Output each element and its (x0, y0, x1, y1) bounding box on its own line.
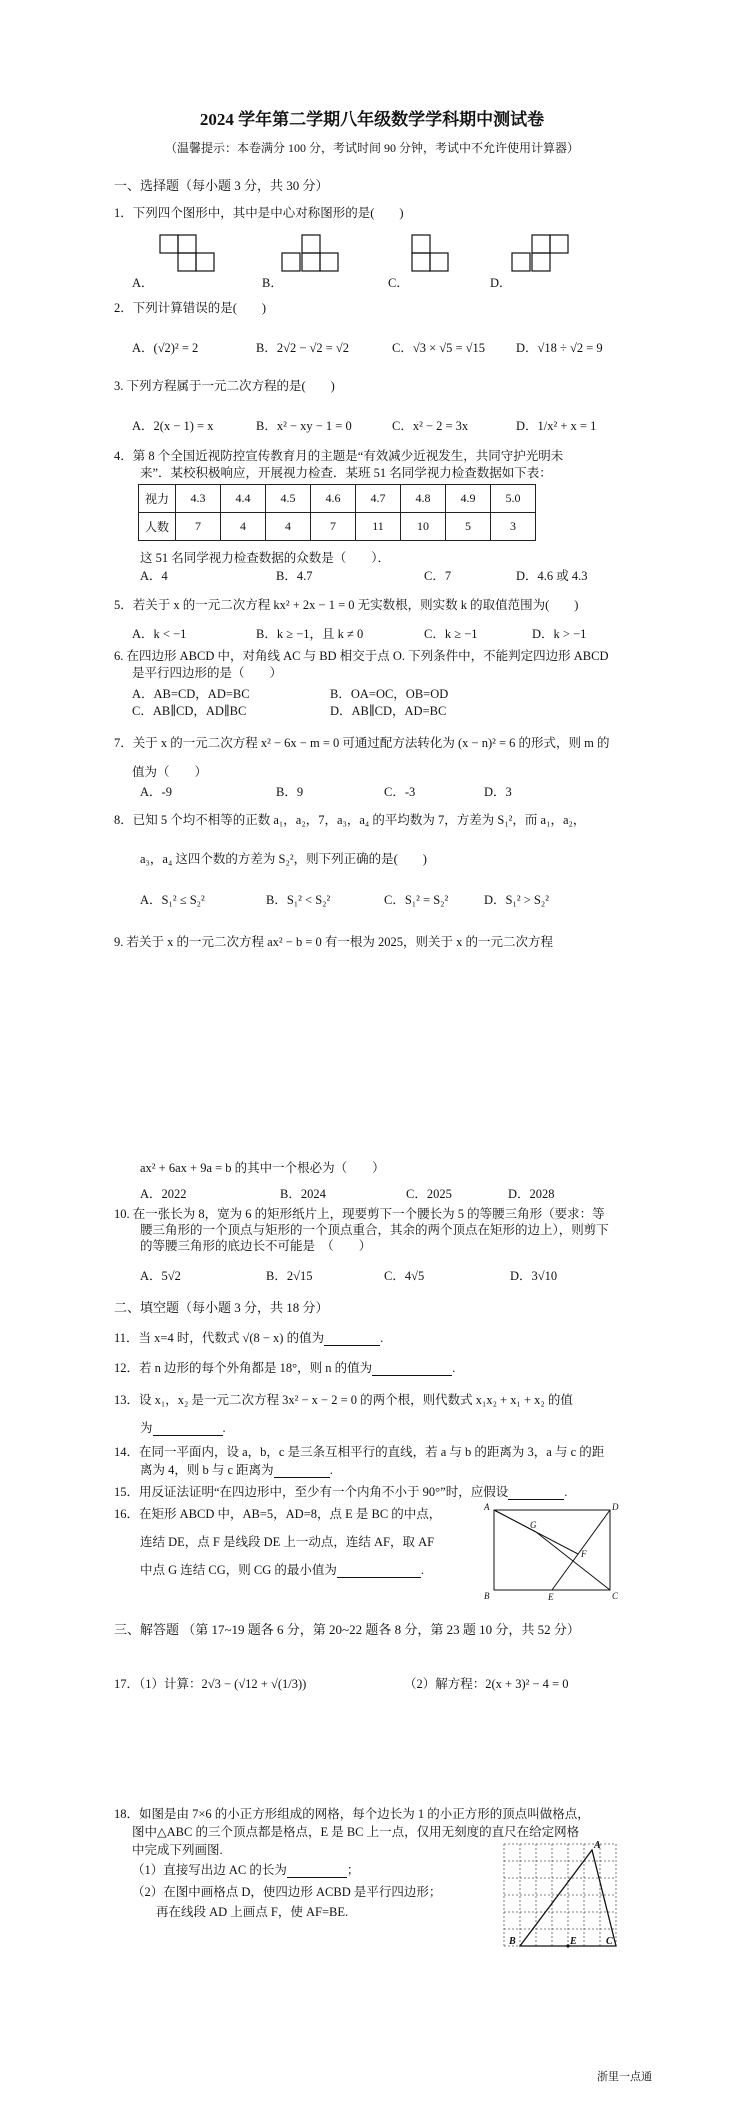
q4-stem-line1: 4．第 8 个全国近视防控宣传教育月的主题是“有效减少近视发生，共同守护光明未 (114, 449, 564, 463)
q17-part1: 17．（1）计算：2√3 − (√12 + √(1/3)) (114, 1677, 307, 1691)
q1-figure-c (410, 233, 456, 277)
q18-line1: 18．如图是由 7×6 的小正方形组成的网格，每个边长为 1 的小正方形的顶点叫做格点， (114, 1807, 590, 1821)
q1-label-d: D． (490, 276, 512, 290)
q12-end: . (452, 1361, 456, 1375)
q16-line3 (140, 1562, 424, 1578)
table-cell: 3 (491, 513, 536, 541)
table-cell: 10 (401, 513, 446, 541)
q4-table-row-count (139, 513, 536, 541)
q1-label-a: A． (132, 276, 154, 290)
q3-option-c: C．x² − 2 = 3x (392, 419, 469, 433)
q15-line (114, 1484, 567, 1500)
q15-end: . (564, 1485, 568, 1499)
q16-line3-prefix: 中点 G 连结 CG，则 CG 的最小值为 (140, 1563, 337, 1577)
q4-option-d: D．4.6 或 4.3 (516, 569, 588, 583)
q13-end: . (222, 1421, 226, 1435)
q16-label-e: E (548, 1592, 554, 1602)
footer-brand: 浙里一点通 (597, 2071, 652, 2083)
q8-option-b: B．S₁² < S₂² (266, 893, 331, 907)
q14-line2-prefix: 离为 4，则 b 与 c 距离为 (140, 1463, 274, 1477)
q16-label-f: F (581, 1549, 587, 1559)
q9-option-c: C．2025 (406, 1187, 452, 1201)
q12-line (114, 1360, 455, 1376)
q16-answer-blank[interactable] (337, 1565, 421, 1578)
table-cell: 5 (446, 513, 491, 541)
q1-figure-d (510, 233, 572, 277)
q15-text: 15．用反证法证明“在四边形中，至少有一个内角不小于 90°”时，应假设 (114, 1485, 509, 1499)
q1-figure-a (158, 233, 218, 277)
q18-line3: 中完成下列画图. (132, 1843, 223, 1857)
q10-option-d: D．3√10 (510, 1269, 558, 1283)
q18-line2: 图中△ABC 的三个顶点都是格点，E 是 BC 上一点，仅用无刻度的直尺在给定网格 (132, 1825, 580, 1839)
q14-line2 (140, 1462, 333, 1478)
q16-end: . (420, 1563, 425, 1577)
q9-option-a: A．2022 (140, 1187, 187, 1201)
q7-stem-line2: 值为（ ） (132, 765, 208, 779)
table-cell: 4.4 (221, 485, 266, 513)
q10-option-a: A．5√2 (140, 1269, 181, 1283)
q4-question: 这 51 名同学视力检查数据的众数是（ ）． (140, 551, 391, 565)
q8-stem-line1: 8．已知 5 个均不相等的正数 a₁，a₂，7，a₃，a₄ 的平均数为 7，方差为 S₁²，而 a₁，a₂， (114, 813, 586, 827)
q11-answer-blank[interactable] (324, 1333, 380, 1346)
q2-option-b: B．2√2 − √2 = √2 (256, 341, 350, 355)
q16-line2: 连结 DE，点 F 是线段 DE 上一动点，连结 AF，取 AF (140, 1535, 435, 1549)
q14-answer-blank[interactable] (274, 1465, 330, 1478)
q13-line1: 13．设 x₁，x₂ 是一元二次方程 3x² − x − 2 = 0 的两个根，则代数式 x₁x₂ + x₁ + x₂ 的值 (114, 1393, 573, 1407)
q18-answer-blank[interactable] (287, 1865, 347, 1878)
q10-option-b: B．2√15 (266, 1269, 313, 1283)
q18-sub2-line1: （2）在图中画格点 D，使四边形 ACBD 是平行四边形； (132, 1885, 442, 1899)
table-cell: 4.8 (401, 485, 446, 513)
q7-stem-line1: 7．关于 x 的一元二次方程 x² − 6x − m = 0 可通过配方法转化为 (x − n)² = 6 的形式，则 m 的 (114, 736, 610, 750)
q7-option-a: A．-9 (140, 785, 172, 799)
table-cell: 11 (356, 513, 401, 541)
q4-vision-table (138, 484, 536, 541)
q18-grid-figure (494, 1836, 630, 1956)
q13-line2-prefix: 为 (140, 1421, 153, 1435)
table-cell: 4.7 (356, 485, 401, 513)
q12-answer-blank[interactable] (372, 1363, 452, 1376)
q6-option-a: A．AB=CD，AD=BC (132, 687, 250, 701)
exam-note: （温馨提示：本卷满分 100 分，考试时间 90 分钟，考试中不允许使用计算器） (164, 141, 579, 155)
q10-stem-line3: 的等腰三角形的底边长不可能是 （ ） (140, 1239, 372, 1253)
q3-option-a: A．2(x − 1) = x (132, 419, 214, 433)
q1-label-b: B． (262, 276, 283, 290)
q5-option-d: D．k > −1 (532, 627, 587, 641)
table-cell: 5.0 (491, 485, 536, 513)
q14-end: . (329, 1463, 333, 1477)
section-3-heading: 三、解答题 （第 17~19 题各 6 分，第 20~22 题各 8 分，第 23 题 10 分，共 52 分） (114, 1622, 580, 1637)
section-2-heading: 二、填空题（每小题 3 分，共 18 分） (114, 1300, 329, 1315)
q13-line2 (140, 1420, 226, 1436)
q2-option-d: D．√18 ÷ √2 = 9 (516, 341, 603, 355)
q2-option-a: A．(√2)² = 2 (132, 341, 199, 355)
q6-option-d: D．AB∥CD，AD=BC (330, 704, 447, 718)
q2-stem: 2．下列计算错误的是( ) (114, 301, 267, 315)
q16-rect-abcd (494, 1510, 610, 1590)
q11-text: 11．当 x=4 时，代数式 √(8 − x) 的值为 (114, 1331, 325, 1345)
table-cell: 7 (176, 513, 221, 541)
table-cell: 视力 (139, 485, 176, 513)
table-cell: 4 (221, 513, 266, 541)
q4-option-a: A．4 (140, 569, 168, 583)
q4-stem-line2: 来”．某校积极响应，开展视力检查．某班 51 名同学视力检查数据如下表： (140, 466, 552, 480)
q16-label-b: B (484, 1591, 490, 1601)
q3-option-b: B．x² − xy − 1 = 0 (256, 419, 352, 433)
q1-figure-b (280, 233, 342, 277)
q18-sub1-end: ； (346, 1863, 360, 1877)
q6-stem-line1: 6. 在四边形 ABCD 中，对角线 AC 与 BD 相交于点 O. 下列条件中，不能判定四边形 ABCD (114, 649, 609, 663)
q18-sub1-prefix: （1）直接写出边 AC 的长为 (132, 1863, 287, 1877)
table-cell: 4.6 (311, 485, 356, 513)
q8-option-a: A．S₁² ≤ S₂² (140, 893, 205, 907)
q16-line-cg (536, 1532, 610, 1590)
q16-line1: 16．在矩形 ABCD 中，AB=5，AD=8，点 E 是 BC 的中点， (114, 1507, 442, 1521)
q3-option-d: D．1/x² + x = 1 (516, 419, 597, 433)
q5-option-c: C．k ≥ −1 (424, 627, 478, 641)
table-cell: 人数 (139, 513, 176, 541)
q3-stem: 3. 下列方程属于一元二次方程的是( ) (114, 379, 335, 393)
q17-part2: （2）解方程：2(x + 3)² − 4 = 0 (404, 1677, 569, 1691)
q7-option-c: C．-3 (384, 785, 416, 799)
q18-grid-lines (504, 1844, 616, 1946)
q8-option-d: D．S₁² > S₂² (484, 893, 549, 907)
q5-option-a: A．k < −1 (132, 627, 187, 641)
q9-stem-line2: ax² + 6ax + 9a = b 的其中一个根必为（ ） (140, 1161, 385, 1175)
q13-answer-blank[interactable] (153, 1423, 223, 1436)
q9-stem-line1: 9. 若关于 x 的一元二次方程 ax² − b = 0 有一根为 2025，则关于 x 的一元二次方程 (114, 935, 554, 949)
q8-stem-line2: a₃，a₄ 这四个数的方差为 S₂²，则下列正确的是( ) (140, 852, 427, 866)
q6-option-b: B．OA=OC，OB=OD (330, 687, 449, 701)
section-1-heading: 一、选择题（每小题 3 分，共 30 分） (114, 178, 329, 193)
q16-label-c: C (612, 1591, 619, 1601)
q7-option-b: B．9 (276, 785, 304, 799)
q18-label-e: E (570, 1936, 577, 1947)
q14-line1: 14．在同一平面内，设 a，b，c 是三条互相平行的直线，若 a 与 b 的距离为 3，a 与 c 的距 (114, 1445, 605, 1459)
table-cell: 4.3 (176, 485, 221, 513)
q6-option-c: C．AB∥CD，AD∥BC (132, 704, 247, 718)
table-cell: 4.9 (446, 485, 491, 513)
q18-sub1 (132, 1862, 359, 1878)
q4-table-row-vision (139, 485, 536, 513)
q18-label-c: C (606, 1936, 613, 1947)
q4-option-c: C．7 (424, 569, 452, 583)
q9-option-d: D．2028 (508, 1187, 555, 1201)
q5-stem: 5．若关于 x 的一元二次方程 kx² + 2x − 1 = 0 无实数根，则实数 k 的取值范围为( ) (114, 598, 579, 612)
q5-option-b: B．k ≥ −1，且 k ≠ 0 (256, 627, 364, 641)
q2-option-c: C．√3 × √5 = √15 (392, 341, 486, 355)
table-cell: 4.5 (266, 485, 311, 513)
q8-option-c: C．S₁² = S₂² (384, 893, 449, 907)
q9-option-b: B．2024 (280, 1187, 326, 1201)
table-cell: 7 (311, 513, 356, 541)
table-cell: 4 (266, 513, 311, 541)
q7-option-d: D．3 (484, 785, 512, 799)
q10-stem-line1: 10. 在一张长为 8，宽为 6 的矩形纸片上，现要剪下一个腰长为 5 的等腰三角形（要求：等 (114, 1207, 605, 1221)
q10-stem-line2: 腰三角形的一个顶点与矩形的一个顶点重合，其余的两个顶点在矩形的边上），则剪下 (140, 1223, 609, 1237)
q11-end: . (380, 1331, 384, 1345)
q10-option-c: C．4√5 (384, 1269, 425, 1283)
q4-option-b: B．4.7 (276, 569, 313, 583)
q18-label-b: B (509, 1936, 516, 1947)
q12-text: 12．若 n 边形的每个外角都是 18°，则 n 的值为 (114, 1361, 373, 1375)
q18-sub2-line2: 再在线段 AD 上画点 F，使 AF=BE. (156, 1905, 349, 1919)
q1-label-c: C． (388, 276, 409, 290)
q16-label-d: D (612, 1502, 619, 1512)
q1-stem: 1．下列四个图形中，其中是中心对称图形的是( ) (114, 206, 404, 220)
q16-label-g: G (530, 1520, 537, 1530)
q16-rectangle-figure (482, 1500, 622, 1606)
q18-label-a: A (594, 1840, 601, 1851)
q16-label-a: A (484, 1502, 490, 1512)
q6-stem-line2: 是平行四边形的是（ ） (132, 666, 283, 680)
q11-line (114, 1330, 383, 1346)
q15-answer-blank[interactable] (508, 1487, 564, 1500)
exam-title: 2024 学年第二学期八年级数学学科期中测试卷 (199, 110, 545, 129)
